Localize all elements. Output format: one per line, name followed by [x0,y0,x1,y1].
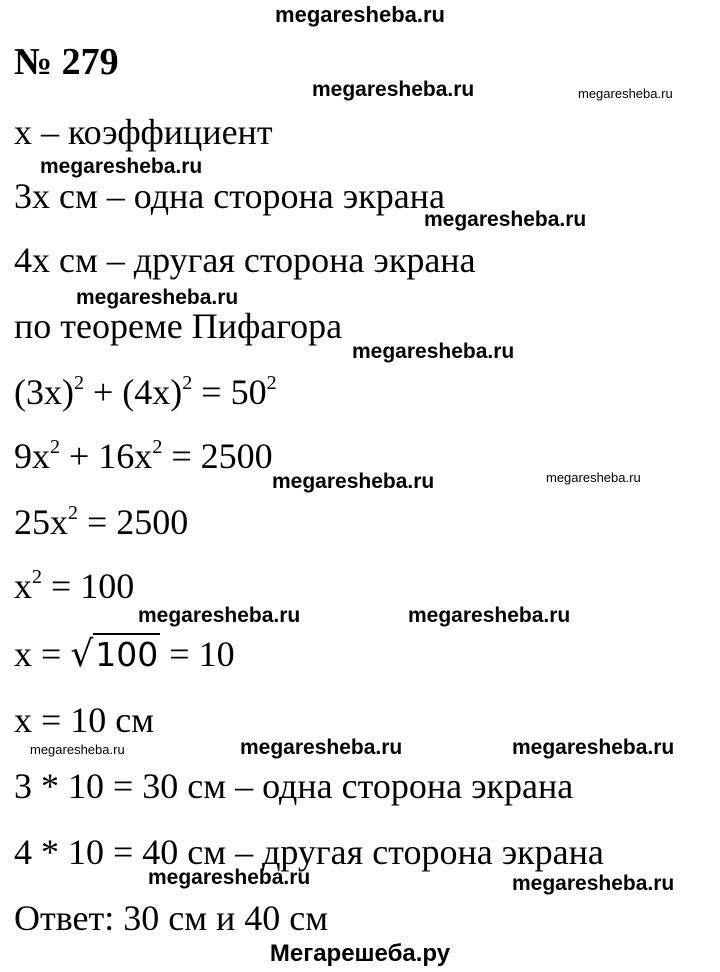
watermark: megaresheba.ru [148,866,311,889]
equation-expanded [14,436,273,476]
eq-term: x [14,566,32,606]
watermark: megaresheba.ru [424,208,587,231]
solution-line-side-1: 3 * 10 = 30 см – одна сторона экрана [14,766,574,806]
solution-line-1: x – коэффициент [14,112,273,152]
watermark: megaresheba.ru [352,340,515,363]
equation-x-squared [14,566,134,606]
watermark: megaresheba.ru [76,286,239,309]
eq-term: = 100 [42,566,135,606]
equation-combined [14,502,188,542]
watermark-bottom: Мегарешеба.ру [269,940,451,967]
answer-line: Ответ: 30 см и 40 см [14,898,329,938]
equation-pythagoras [14,372,277,412]
solution-line-2: 3x см – одна сторона экрана [14,176,445,216]
radicand: 100 [95,635,159,674]
watermark: megaresheba.ru [512,872,675,895]
watermark: megaresheba.ru [512,736,675,759]
eq-term: = 10 [160,634,235,674]
watermark-small: megaresheba.ru [546,470,641,485]
problem-number: № 279 [14,41,119,83]
square-root [70,634,160,675]
eq-term: 25x [14,502,68,542]
radical-sign-icon: √ [70,634,94,675]
exponent: 2 [152,436,163,458]
eq-term: + (4x) [83,372,183,412]
exponent: 2 [182,372,193,394]
exponent: 2 [73,372,84,394]
watermark: megaresheba.ru [408,604,571,627]
solution-line-4: по теореме Пифагора [14,306,343,346]
watermark-top: megaresheba.ru [275,2,445,27]
equation-sqrt [14,634,235,675]
exponent: 2 [266,372,277,394]
watermark: megaresheba.ru [138,604,301,627]
eq-term: + 16x [60,436,153,476]
exponent: 2 [50,436,60,458]
watermark: megaresheba.ru [312,78,475,101]
eq-term: x = [14,634,71,674]
eq-term: = 2500 [162,436,273,476]
eq-term: (3x) [14,372,74,412]
solution-line-side-2: 4 * 10 = 40 см – другая сторона экрана [14,832,604,872]
solution-line-3: 4x см – другая сторона экрана [14,240,476,280]
watermark: megaresheba.ru [40,155,203,178]
exponent: 2 [68,502,78,524]
eq-term: = 50 [192,372,267,412]
watermark-small: megaresheba.ru [30,742,125,757]
exponent: 2 [32,566,42,588]
solution-line-x: x = 10 см [14,700,155,740]
watermark: megaresheba.ru [272,470,435,493]
watermark: megaresheba.ru [240,736,403,759]
eq-term: 9x [14,436,50,476]
watermark-small: megaresheba.ru [578,86,673,101]
eq-term: = 2500 [78,502,189,542]
